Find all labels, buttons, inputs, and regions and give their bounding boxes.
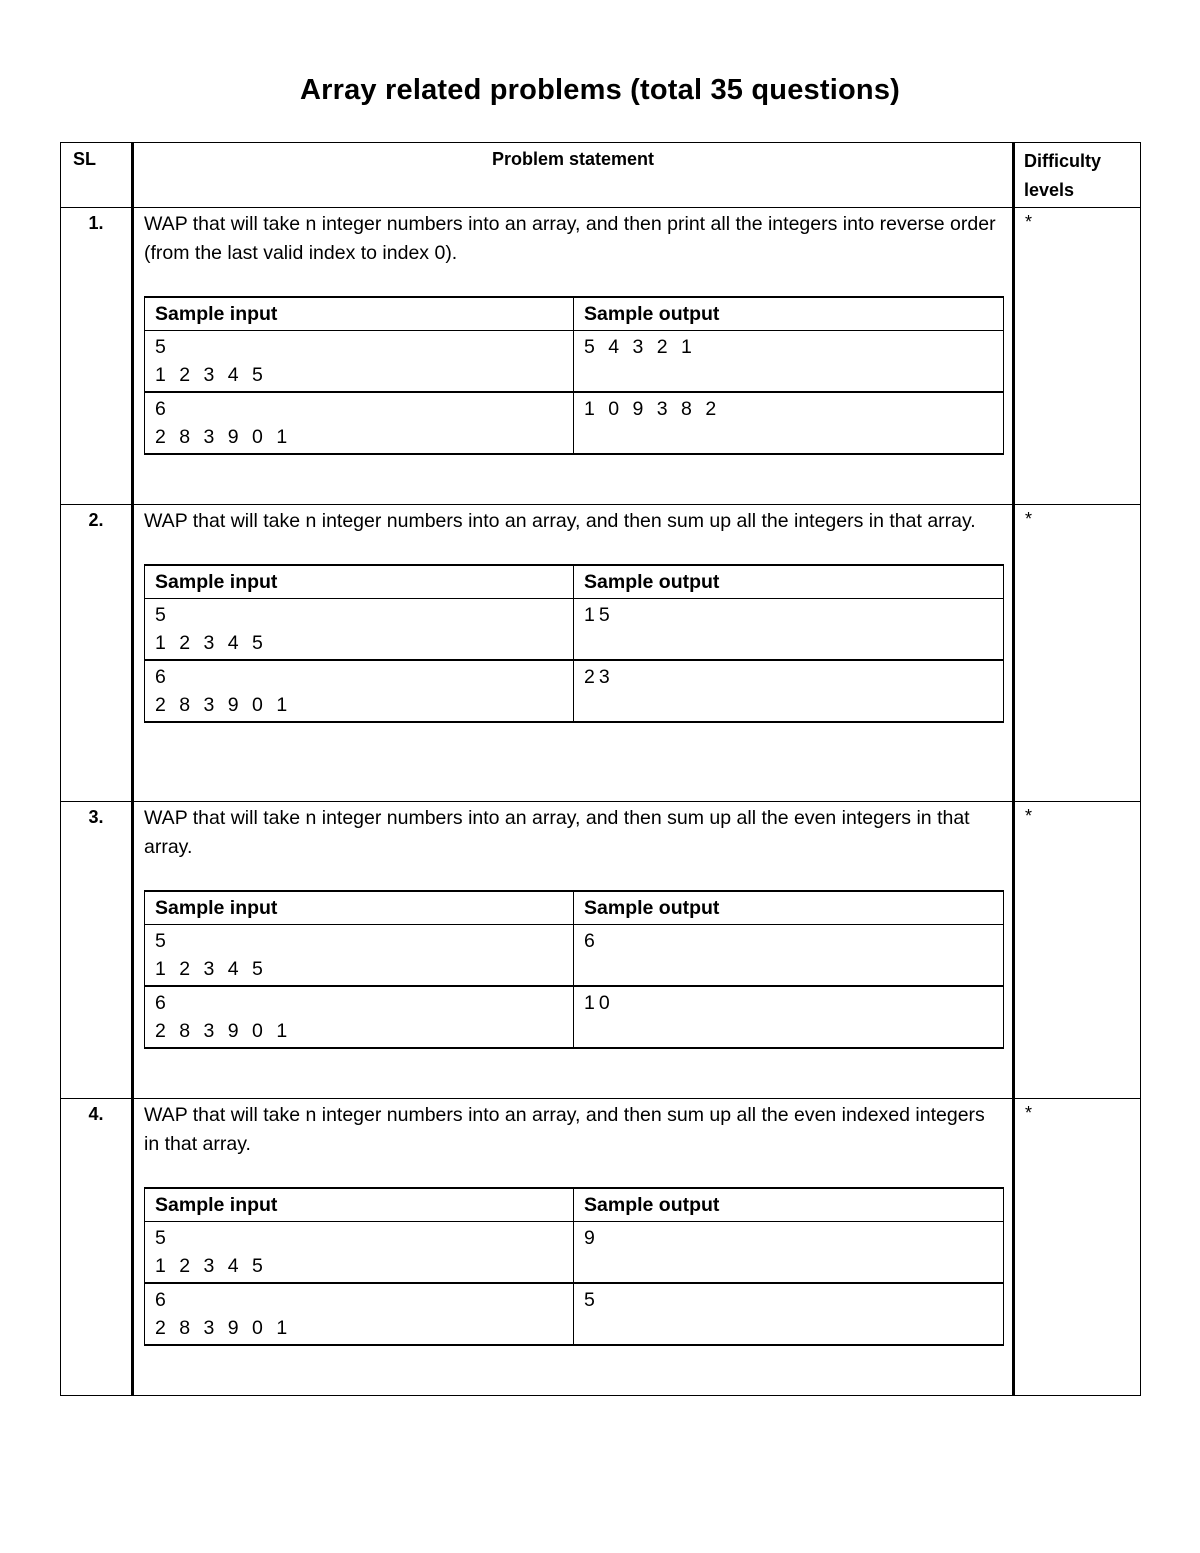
sample-input-header: Sample input (145, 297, 574, 331)
question-body (133, 802, 1014, 1099)
sample-input-values: 2 8 3 9 0 1 (155, 426, 292, 448)
sample-output: 6 (584, 930, 599, 952)
sample-row (145, 660, 1004, 722)
sample-table (144, 1187, 1004, 1346)
sample-input-cell (145, 986, 574, 1048)
sample-header-row (145, 297, 1004, 331)
sample-row (145, 1283, 1004, 1345)
sample-output: 9 (584, 1227, 599, 1249)
sample-table (144, 564, 1004, 723)
question-row-2 (61, 505, 1141, 802)
sample-output: 5 (584, 1289, 599, 1311)
sample-input-values: 2 8 3 9 0 1 (155, 694, 292, 716)
sample-output: 23 (584, 666, 614, 688)
sample-input-header: Sample input (145, 565, 574, 599)
sample-row (145, 392, 1004, 454)
question-row-1 (61, 208, 1141, 505)
sample-output-header: Sample output (574, 297, 1004, 331)
sample-input-n: 5 (155, 604, 170, 626)
sample-input-values: 1 2 3 4 5 (155, 1255, 267, 1277)
problem-statement: WAP that will take n integer numbers into an array, and then sum up all the even integers in that array. (144, 807, 970, 858)
problems-table (60, 142, 1141, 1396)
sample-output-header: Sample output (574, 565, 1004, 599)
question-body (133, 505, 1014, 802)
sample-input-cell (145, 331, 574, 393)
document-title: Array related problems (total 35 questions) (299, 74, 901, 106)
sample-input-cell (145, 1283, 574, 1345)
header-sl: SL (61, 143, 133, 208)
sample-input-n: 6 (155, 666, 170, 688)
difficulty-level: * (1014, 208, 1141, 505)
sample-header-row (145, 1188, 1004, 1222)
sample-output-cell (574, 331, 1004, 393)
difficulty-level: * (1014, 505, 1141, 802)
question-body (133, 1099, 1014, 1396)
sample-input-n: 6 (155, 992, 170, 1014)
question-body (133, 208, 1014, 505)
sample-row (145, 1222, 1004, 1284)
question-number: 3. (61, 802, 133, 1099)
question-row-3 (61, 802, 1141, 1099)
problem-statement: WAP that will take n integer numbers into an array, and then print all the integers into reverse order (from the last valid index to index 0). (144, 213, 996, 264)
sample-input-cell (145, 599, 574, 661)
sample-input-values: 1 2 3 4 5 (155, 364, 267, 386)
sample-input-header: Sample input (145, 1188, 574, 1222)
sample-input-cell (145, 925, 574, 987)
sample-input-cell (145, 392, 574, 454)
sample-output-cell (574, 660, 1004, 722)
sample-output-cell (574, 986, 1004, 1048)
header-difficulty: Difficulty levels (1014, 143, 1141, 208)
sample-row (145, 925, 1004, 987)
sample-table (144, 890, 1004, 1049)
sample-input-header: Sample input (145, 891, 574, 925)
sample-input-cell (145, 1222, 574, 1284)
sample-input-values: 2 8 3 9 0 1 (155, 1317, 292, 1339)
sample-input-n: 5 (155, 1227, 170, 1249)
question-number: 4. (61, 1099, 133, 1396)
sample-output-cell (574, 599, 1004, 661)
sample-output-cell (574, 1222, 1004, 1284)
sample-output: 15 (584, 604, 614, 626)
sample-output: 10 (584, 992, 614, 1014)
sample-header-row (145, 891, 1004, 925)
table-header-row (61, 143, 1141, 208)
difficulty-level: * (1014, 802, 1141, 1099)
sample-row (145, 331, 1004, 393)
difficulty-level: * (1014, 1099, 1141, 1396)
sample-input-n: 6 (155, 1289, 170, 1311)
sample-output-cell (574, 392, 1004, 454)
header-problem-statement: Problem statement (133, 143, 1014, 208)
sample-row (145, 986, 1004, 1048)
sample-table (144, 296, 1004, 455)
question-number: 2. (61, 505, 133, 802)
problem-statement: WAP that will take n integer numbers into an array, and then sum up all the integers in that array. (144, 510, 976, 532)
sample-input-values: 2 8 3 9 0 1 (155, 1020, 292, 1042)
sample-output-header: Sample output (574, 1188, 1004, 1222)
sample-output-header: Sample output (574, 891, 1004, 925)
sample-output: 1 0 9 3 8 2 (584, 398, 721, 420)
question-number: 1. (61, 208, 133, 505)
sample-input-n: 5 (155, 930, 170, 952)
sample-input-n: 6 (155, 398, 170, 420)
sample-output-cell (574, 1283, 1004, 1345)
problem-statement: WAP that will take n integer numbers into an array, and then sum up all the even indexed integers in that array. (144, 1104, 985, 1155)
sample-input-values: 1 2 3 4 5 (155, 958, 267, 980)
sample-input-cell (145, 660, 574, 722)
question-row-4 (61, 1099, 1141, 1396)
sample-input-values: 1 2 3 4 5 (155, 632, 267, 654)
sample-input-n: 5 (155, 336, 170, 358)
sample-output-cell (574, 925, 1004, 987)
sample-output: 5 4 3 2 1 (584, 336, 696, 358)
sample-row (145, 599, 1004, 661)
sample-header-row (145, 565, 1004, 599)
